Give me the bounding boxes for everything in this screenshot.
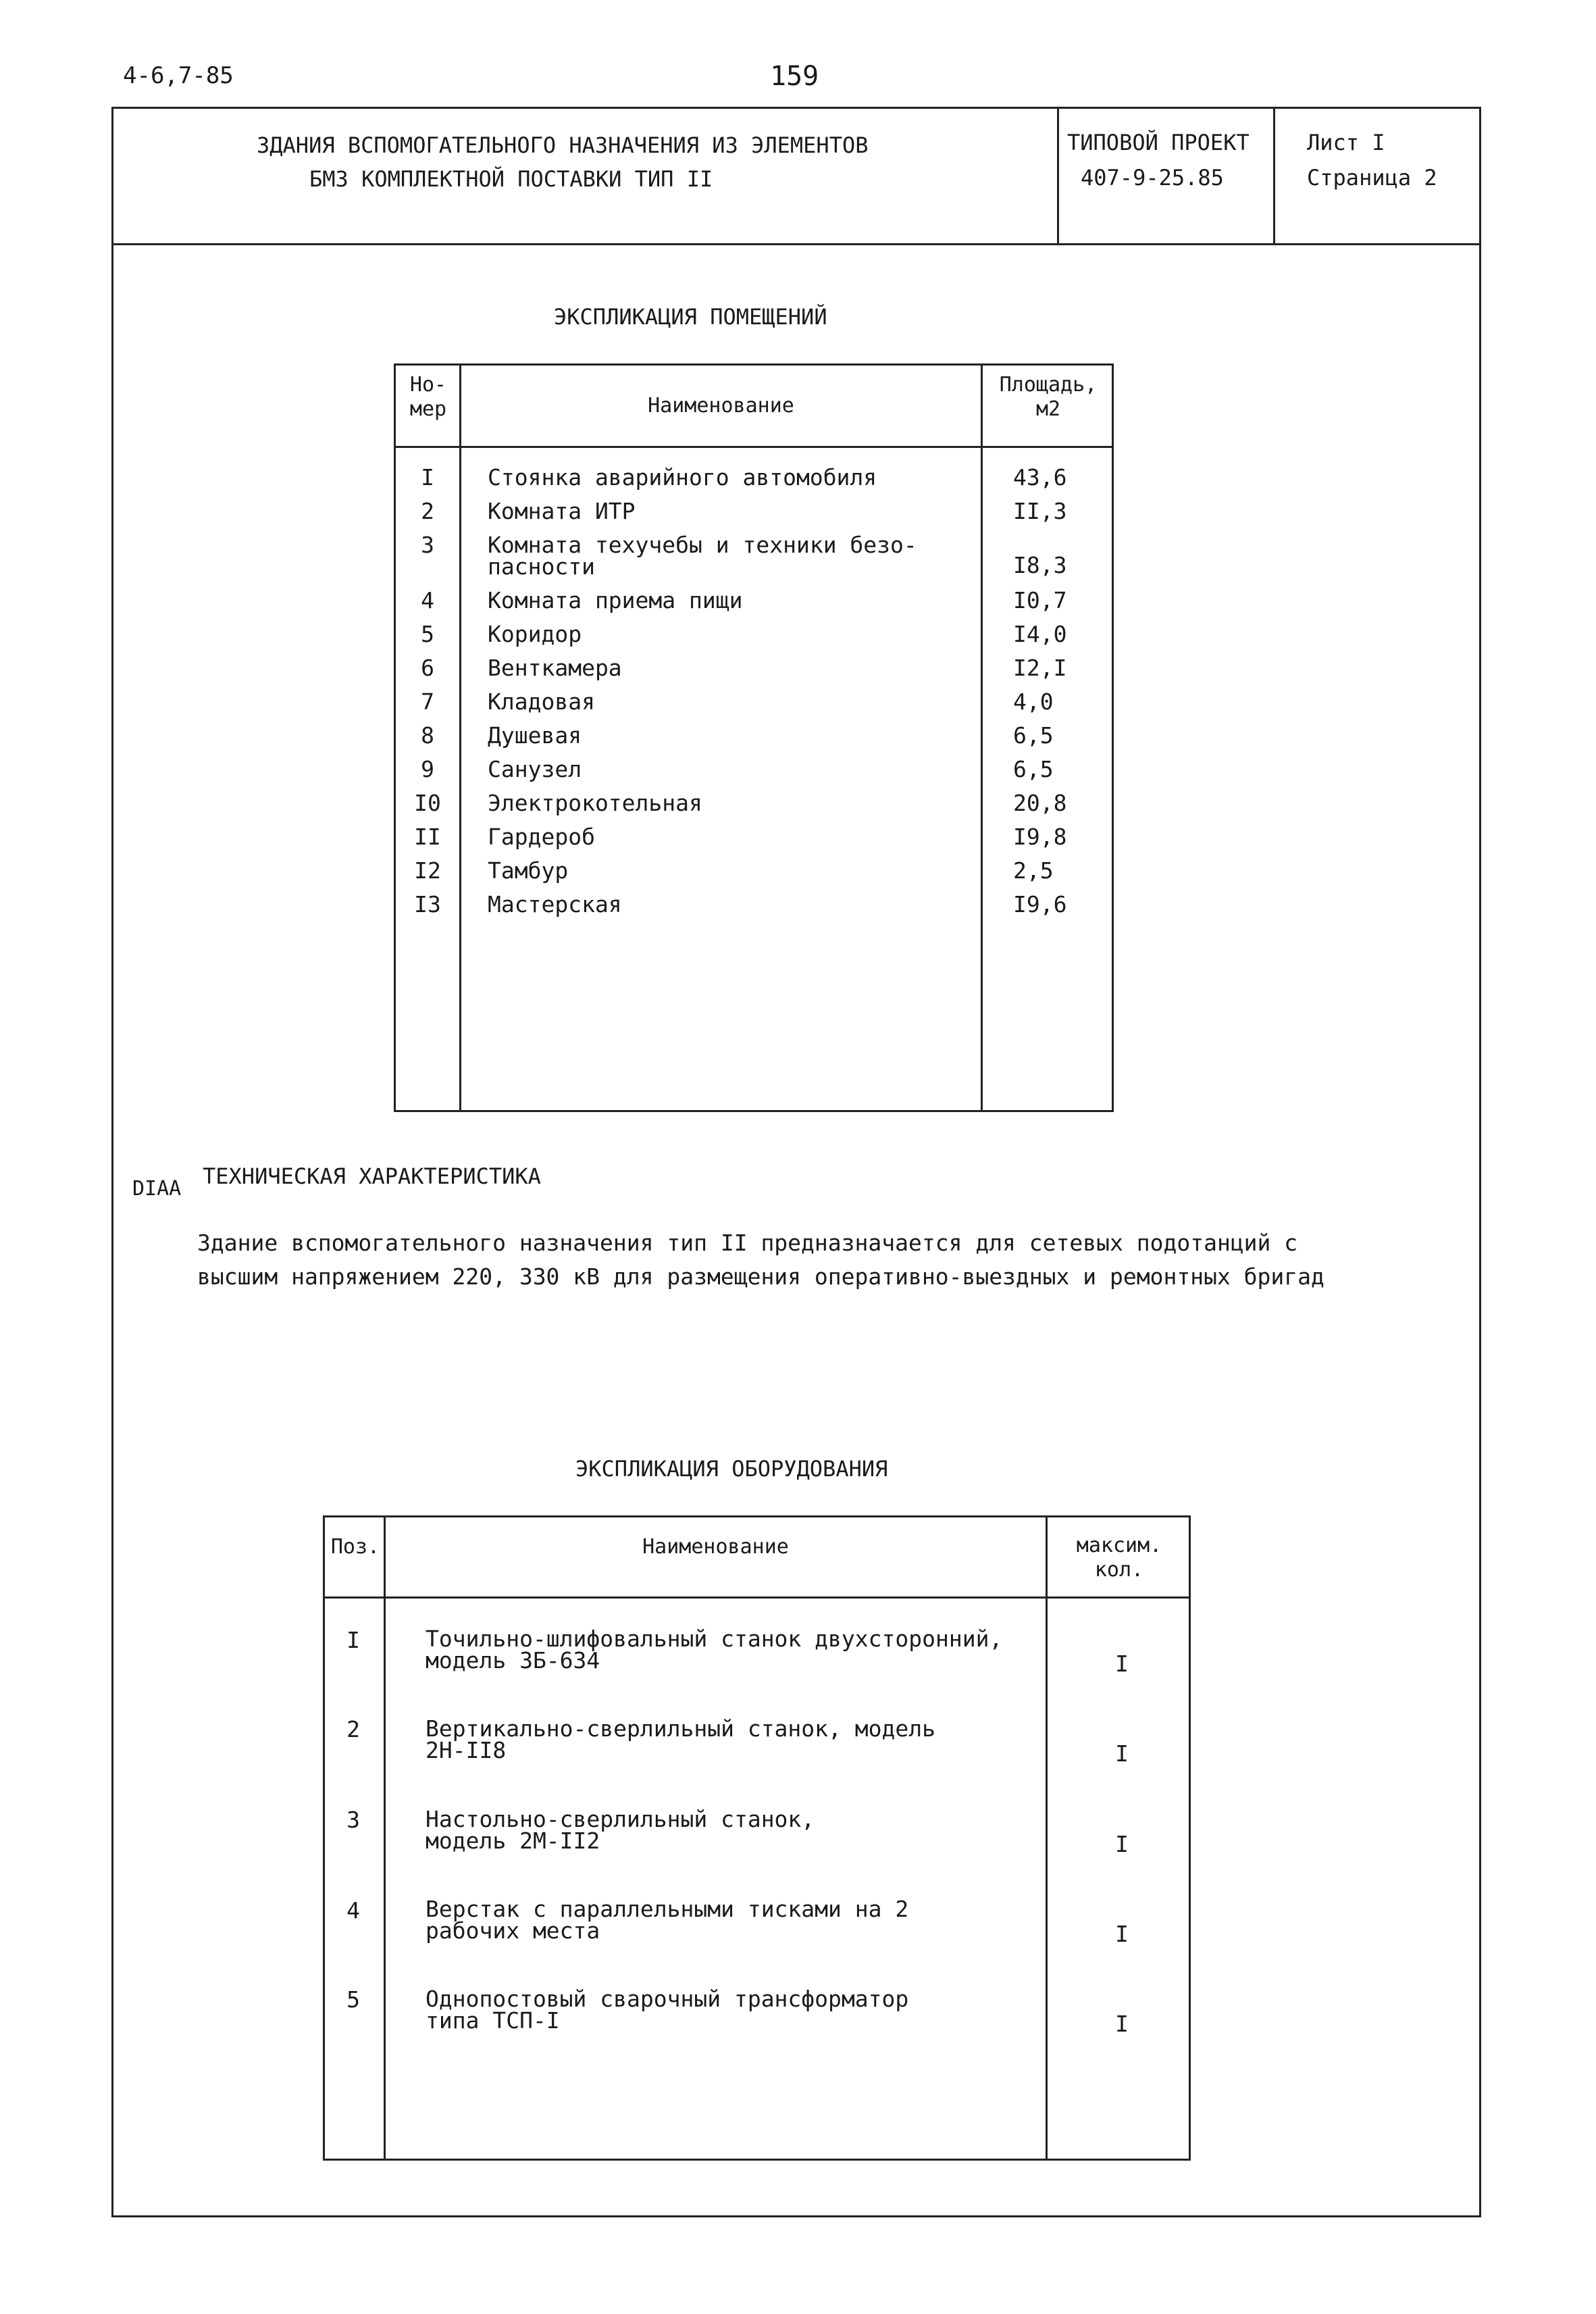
room-area: 6,5 — [1013, 756, 1054, 782]
project-number: 407-9-25.85 — [1081, 165, 1224, 191]
equipment-header-qty — [1048, 1534, 1191, 1582]
room-number: 3 — [421, 532, 434, 558]
header-line: м2 — [1035, 397, 1061, 421]
room-area: II,3 — [1013, 498, 1067, 524]
header-line: максим. — [1076, 1534, 1162, 1557]
header-line: кол. — [1094, 1558, 1144, 1582]
room-area: I0,7 — [1013, 587, 1067, 613]
equipment-name-line: Однопостовый сварочный трансформатор — [426, 1986, 909, 2012]
rooms-table-title: ЭКСПЛИКАЦИЯ ПОМЕЩЕНИЙ — [554, 304, 827, 330]
equipment-name — [426, 1898, 1033, 1942]
tech-title: ТЕХНИЧЕСКАЯ ХАРАКТЕРИСТИКА — [203, 1163, 541, 1189]
sheet-label: Лист I — [1307, 130, 1385, 155]
room-area: 4,0 — [1013, 688, 1054, 715]
rooms-header-name: Наименование — [648, 394, 794, 418]
title-block-divider — [1273, 107, 1275, 245]
equipment-header-pos: Поз. — [330, 1535, 380, 1559]
room-name-continued: пасности — [488, 553, 595, 580]
room-number: 5 — [421, 621, 434, 647]
room-area: 43,6 — [1013, 464, 1067, 491]
room-number: 7 — [421, 688, 434, 715]
header-line: мер — [409, 397, 447, 421]
room-name: Электрокотельная — [488, 790, 702, 816]
room-number: 8 — [421, 722, 434, 749]
equipment-pos: 4 — [346, 1897, 360, 1923]
room-name: Мастерская — [488, 891, 622, 917]
equipment-name-line: Точильно-шлифовальный станок двухсторонний, — [426, 1626, 1003, 1652]
room-number: I2 — [414, 857, 441, 884]
equipment-column-rule — [384, 1515, 386, 2161]
room-name: Венткамера — [488, 655, 622, 681]
rooms-header-number — [401, 373, 455, 422]
project-info — [1067, 125, 1250, 195]
room-number: I0 — [414, 790, 441, 816]
drawing-title — [257, 128, 868, 196]
equipment-pos: 3 — [346, 1807, 360, 1833]
room-area: I2,I — [1013, 655, 1067, 681]
equipment-name-line: модель 3Б-634 — [426, 1647, 600, 1674]
header-line: Площадь, — [999, 373, 1098, 397]
rooms-header-rule — [394, 446, 1114, 448]
equipment-header-name: Наименование — [642, 1535, 789, 1559]
equipment-name — [426, 1988, 1033, 2032]
room-area: 6,5 — [1013, 722, 1054, 749]
equipment-name-line: Вертикально-сверлильный станок, модель — [426, 1715, 935, 1742]
rooms-header-area — [983, 373, 1114, 422]
room-name: Коридор — [488, 621, 582, 647]
room-area: 2,5 — [1013, 857, 1054, 884]
page-number: 159 — [770, 61, 819, 92]
drawing-title-line: БМЗ КОМПЛЕКТНОЙ ПОСТАВКИ ТИП II — [309, 166, 713, 192]
page-label: Страница 2 — [1307, 165, 1437, 191]
room-name: Стоянка аварийного автомобиля — [488, 464, 877, 491]
document-code: 4-6,7-85 — [123, 62, 234, 89]
header-line: Но- — [409, 373, 447, 397]
room-name: Гардероб — [488, 824, 595, 850]
room-name: Санузел — [488, 756, 582, 782]
room-area: I8,3 — [1013, 552, 1067, 578]
tech-line: Здание вспомогательного назначения тип II предназначается для сетевых подотанций с — [197, 1230, 1298, 1256]
room-number: 9 — [421, 756, 434, 782]
drawing-title-line: ЗДАНИЯ ВСПОМОГАТЕЛЬНОГО НАЗНАЧЕНИЯ ИЗ ЭЛЕМЕНТОВ — [257, 132, 869, 158]
equipment-name-line: Настольно-сверлильный станок, — [426, 1806, 815, 1832]
equipment-qty: I — [1115, 1831, 1129, 1857]
room-area: 20,8 — [1013, 790, 1067, 816]
room-number: 6 — [421, 655, 434, 681]
margin-mark: DIAA — [132, 1177, 182, 1201]
room-area: I9,8 — [1013, 824, 1067, 850]
equipment-header-rule — [323, 1596, 1191, 1599]
room-name: Комната приема пищи — [488, 587, 743, 613]
equipment-name-line: модель 2М-II2 — [426, 1828, 600, 1854]
room-number: 4 — [421, 587, 434, 613]
room-name: Душевая — [488, 722, 582, 749]
equipment-pos: I — [346, 1627, 360, 1653]
equipment-name-line: типа ТСП-I — [426, 2007, 560, 2034]
room-area: I4,0 — [1013, 621, 1067, 647]
equipment-qty: I — [1115, 2011, 1129, 2037]
room-number: II — [414, 824, 441, 850]
room-name: Комната техучебы и техники безо- — [488, 532, 917, 558]
equipment-name-line: 2Н-II8 — [426, 1737, 507, 1763]
room-number: I — [421, 464, 434, 491]
tech-line: высшим напряжением 220, 330 кВ для размещения оперативно-выездных и ремонтных бригад — [197, 1263, 1324, 1290]
equipment-name-line: Верстак с параллельными тисками на 2 — [426, 1896, 909, 1922]
equipment-name — [426, 1806, 1033, 1854]
equipment-name-line: рабочих места — [426, 1917, 600, 1944]
rooms-column-rule — [981, 363, 983, 1112]
equipment-qty: I — [1115, 1921, 1129, 1947]
room-name: Кладовая — [488, 688, 595, 715]
equipment-name — [426, 1715, 1033, 1763]
room-number: 2 — [421, 498, 434, 524]
equipment-table-title: ЭКСПЛИКАЦИЯ ОБОРУДОВАНИЯ — [575, 1456, 888, 1482]
equipment-pos: 5 — [346, 1986, 360, 2013]
sheet-info — [1307, 125, 1437, 195]
title-block-divider — [1057, 107, 1059, 245]
tech-description — [197, 1226, 1413, 1294]
equipment-pos: 2 — [346, 1716, 360, 1742]
room-name: Тамбур — [488, 857, 569, 884]
equipment-qty: I — [1115, 1651, 1129, 1677]
room-area: I9,6 — [1013, 891, 1067, 917]
equipment-name — [426, 1626, 1033, 1674]
equipment-qty: I — [1115, 1740, 1129, 1767]
room-name: Комната ИТР — [488, 498, 636, 524]
project-label: ТИПОВОЙ ПРОЕКТ — [1067, 130, 1250, 155]
room-number: I3 — [414, 891, 441, 917]
